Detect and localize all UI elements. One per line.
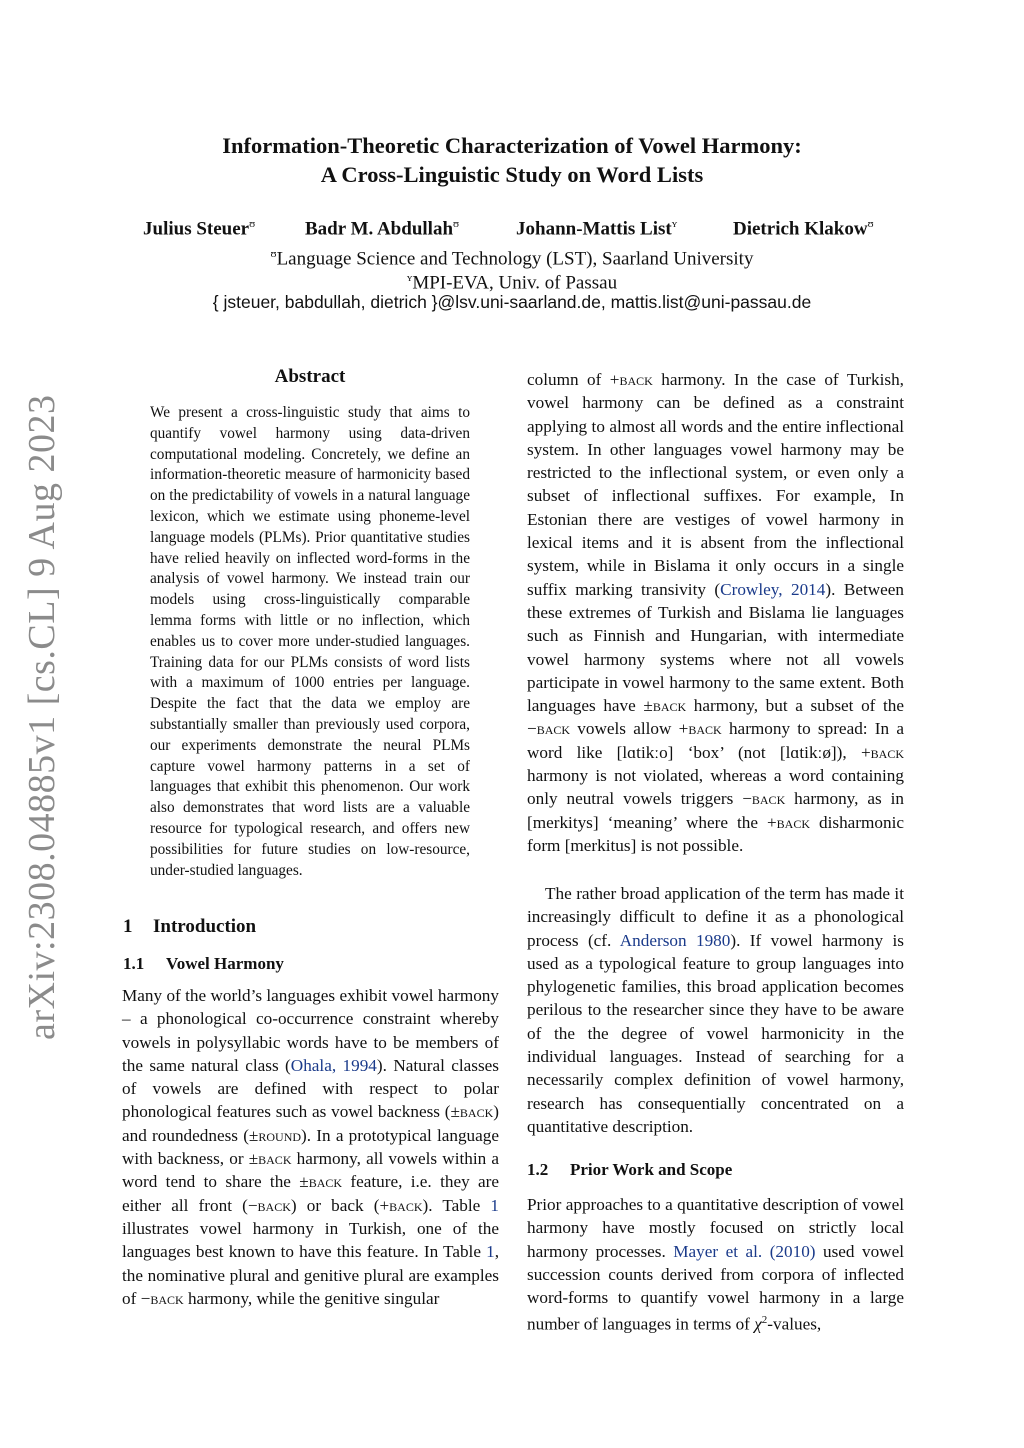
intro-paragraph-right-2: The rather broad application of the term has made it increasingly difficult to define it as a phonological process (cf. Anderson 1980). If vowel harmony is used as a typological feature to group languages into phylogenetic families, this broad application becomes perilous to the researcher since they have to be aware of the the degree of vowel harmonicity in the individual languages. Instead of searching for a necessarily complex definition of vowel harmony, research has consequentially concentrated on a quantitative description. bbox=[527, 884, 904, 1136]
author-emails: { jsteuer, babdullah, dietrich }@lsv.uni-saarland.de, mattis.list@uni-passau.de bbox=[212, 292, 812, 312]
author-2: Badr M. Abdullah$^ʊ$ bbox=[305, 218, 460, 240]
section-heading-introduction: 1 Introduction bbox=[123, 916, 257, 937]
citation-mayer[interactable]: Mayer et al. bbox=[673, 1241, 763, 1261]
citation-crowley[interactable]: Crowley, 2014 bbox=[720, 579, 826, 599]
author-1: Julius Steuer$^ʊ$ bbox=[143, 218, 256, 240]
citation-mayer-year[interactable]: (2010) bbox=[769, 1241, 816, 1261]
subsection-heading-vowel-harmony: 1.1 Vowel Harmony bbox=[123, 954, 284, 973]
subsection-heading-prior-work: 1.2 Prior Work and Scope bbox=[527, 1160, 733, 1179]
citation-anderson[interactable]: Anderson 1980 bbox=[619, 930, 731, 950]
intro-paragraph-right-1: column of +back harmony. In the case of Turkish, vowel harmony can be defined as a constraint applying to almost all words and the entire inflectional system. In other languages vowel harmony may be restricted to the inflectional system, or even only a subset of inflectional suffixes. For example, In Estonian there are vestiges of vowel harmony in lexical items and it is absent from the inflectional system, while in Bislama it only occurs in a single suffix marking transivity (Crowley, 2014). Between these extremes of Turkish and Bislama lie languages such as Finnish and Hungarian, with intermediate vowel harmony systems where not all vowels participate in vowel harmony to the same extent. Both languages have ±back harmony, but a subset of the −back vowels allow +back harmony to spread: In a word like [lɑtikːo] ‘box’ (not [lɑtikːø]), +back harmony is not violated, whereas a word containing only neutral vowels triggers −back harmony, as in [merkitys] ‘meaning’ where the +back disharmonic form [merkitus] is not possible. bbox=[527, 370, 905, 855]
citation-ohala[interactable]: Ohala, 1994 bbox=[290, 1055, 377, 1075]
affiliation-2: $^ʏ$MPI-EVA, Univ. of Passau bbox=[406, 272, 618, 294]
abstract-heading: Abstract bbox=[274, 366, 346, 387]
abstract-text: We present a cross-linguistic study that aims to quantify vowel harmony using data-driven computational modeling. Concretely, we define an information-theoretic measure of harmonicity based on the predictability of vowels in a natural language lexicon, which we estimate using phoneme-level language models (PLMs). Prior quantitative studies have relied heavily on inflected word-forms in the analysis of vowel harmony. We instead train our models using cross-linguistically comparable lemma forms with little or no inflection, which enables us to cover more under-studied languages. Training data for our PLMs consists of word lists with a maximum of 1000 entries per language. Despite the fact that the data we employ are substantially smaller than previously used corpora, our experiments demonstrate the neural PLMs capture vowel harmony patterns in a set of languages that exhibit this phenomenon. Our work also demonstrates that word lists are a valuable resource for typological research, and offers new possibilities for future studies on low-resource, under-studied languages. bbox=[150, 404, 470, 879]
table-reference[interactable]: 1 bbox=[486, 1242, 495, 1262]
affiliation-1: $^ʊ$Language Science and Technology (LST), Saarland University bbox=[270, 248, 754, 270]
table-reference[interactable]: 1 bbox=[490, 1195, 500, 1215]
author-4: Dietrich Klakow$^ʊ$ bbox=[733, 218, 874, 240]
prior-work-paragraph: Prior approaches to a quantitative description of vowel harmony have mostly focused on strictly local harmony processes. Mayer et al. (2010) used vowel succession counts derived from corpora of inflected word-forms to quantify vowel harmony in a large number of languages in terms of $\chi^2$-values, bbox=[527, 1195, 905, 1335]
intro-paragraph-left: Many of the world’s languages exhibit vowel harmony – a phonological co-occurrence constraint whereby vowels in polysyllabic words have to be members of the same natural class (Ohala, 1994). Natural classes of vowels are defined with respect to polar phonological features such as vowel backness (±back) and roundedness (±round). In a prototypical language with backness, or ±back harmony, all vowels within a word tend to share the ±back feature, i.e. they are either all front (−back) or back (+back). Table 1 illustrates vowel harmony in Turkish, one of the languages best known to have this feature. In Table 1, the nominative plural and genitive plural are examples of −back harmony, while the genitive singular bbox=[122, 986, 500, 1308]
paper-title-line-1: Information-Theoretic Characterization of Vowel Harmony: bbox=[222, 133, 802, 158]
paper-title-line-2: A Cross-Linguistic Study on Word Lists bbox=[320, 162, 704, 187]
author-list bbox=[0, 218, 1024, 242]
author-3: Johann-Mattis List$^ʏ$ bbox=[516, 218, 678, 240]
arxiv-identifier-stamp: arXiv:2308.04885v1 [cs.CL] 9 Aug 2023 bbox=[21, 394, 63, 1040]
